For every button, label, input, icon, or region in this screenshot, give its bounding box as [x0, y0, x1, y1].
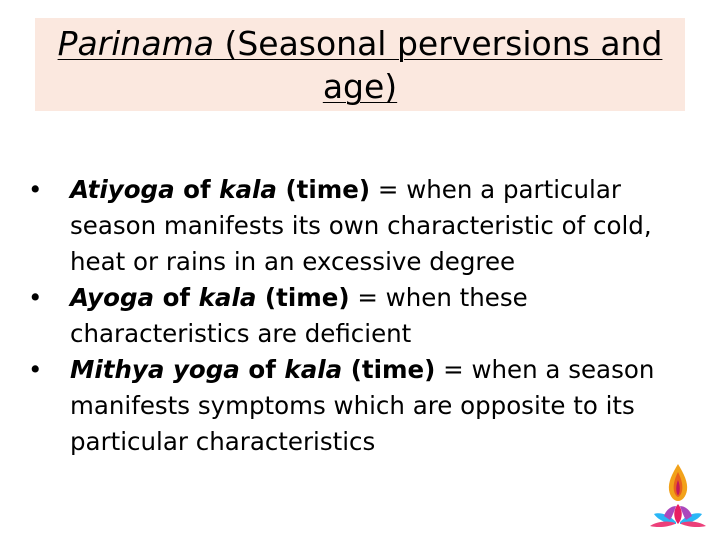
bullet-time: (time) [342, 355, 436, 384]
bullet-of: of [239, 355, 285, 384]
bullet-time: (time) [256, 283, 350, 312]
title-rest: (Seasonal perversions and age) [213, 24, 663, 106]
bullet-text: = when a season manifests symptoms which are opposite to its particular characteristics [70, 355, 655, 456]
bullet-text: = when these characteristics are deficient [70, 283, 528, 348]
bullet-kala: kala [284, 355, 343, 384]
bullet-dot: • [28, 175, 43, 204]
bullet-text: = when a particular season manifests its own characteristic of cold, heat or rains in an excessive degree [70, 175, 652, 276]
bullet-time: (time) [276, 175, 371, 204]
bullet-kala: kala [219, 175, 277, 204]
bullet-of: of [154, 283, 199, 312]
bullet-of: of [174, 175, 220, 204]
bullet-item-atiyoga [28, 172, 680, 280]
bullet-item-mithya-yoga [28, 352, 680, 460]
bullet-term: Mithya yoga [70, 355, 240, 384]
bullet-list [28, 172, 680, 460]
bullet-dot: • [28, 283, 43, 312]
bullet-dot: • [28, 355, 43, 384]
slide-title [35, 22, 685, 108]
bullet-term: Ayoga [70, 283, 155, 312]
bullet-term: Atiyoga [70, 175, 175, 204]
bullet-item-ayoga [28, 280, 680, 352]
lamp-lotus-logo-icon [640, 462, 716, 538]
bullet-kala: kala [198, 283, 257, 312]
title-term: Parinama [57, 24, 214, 63]
